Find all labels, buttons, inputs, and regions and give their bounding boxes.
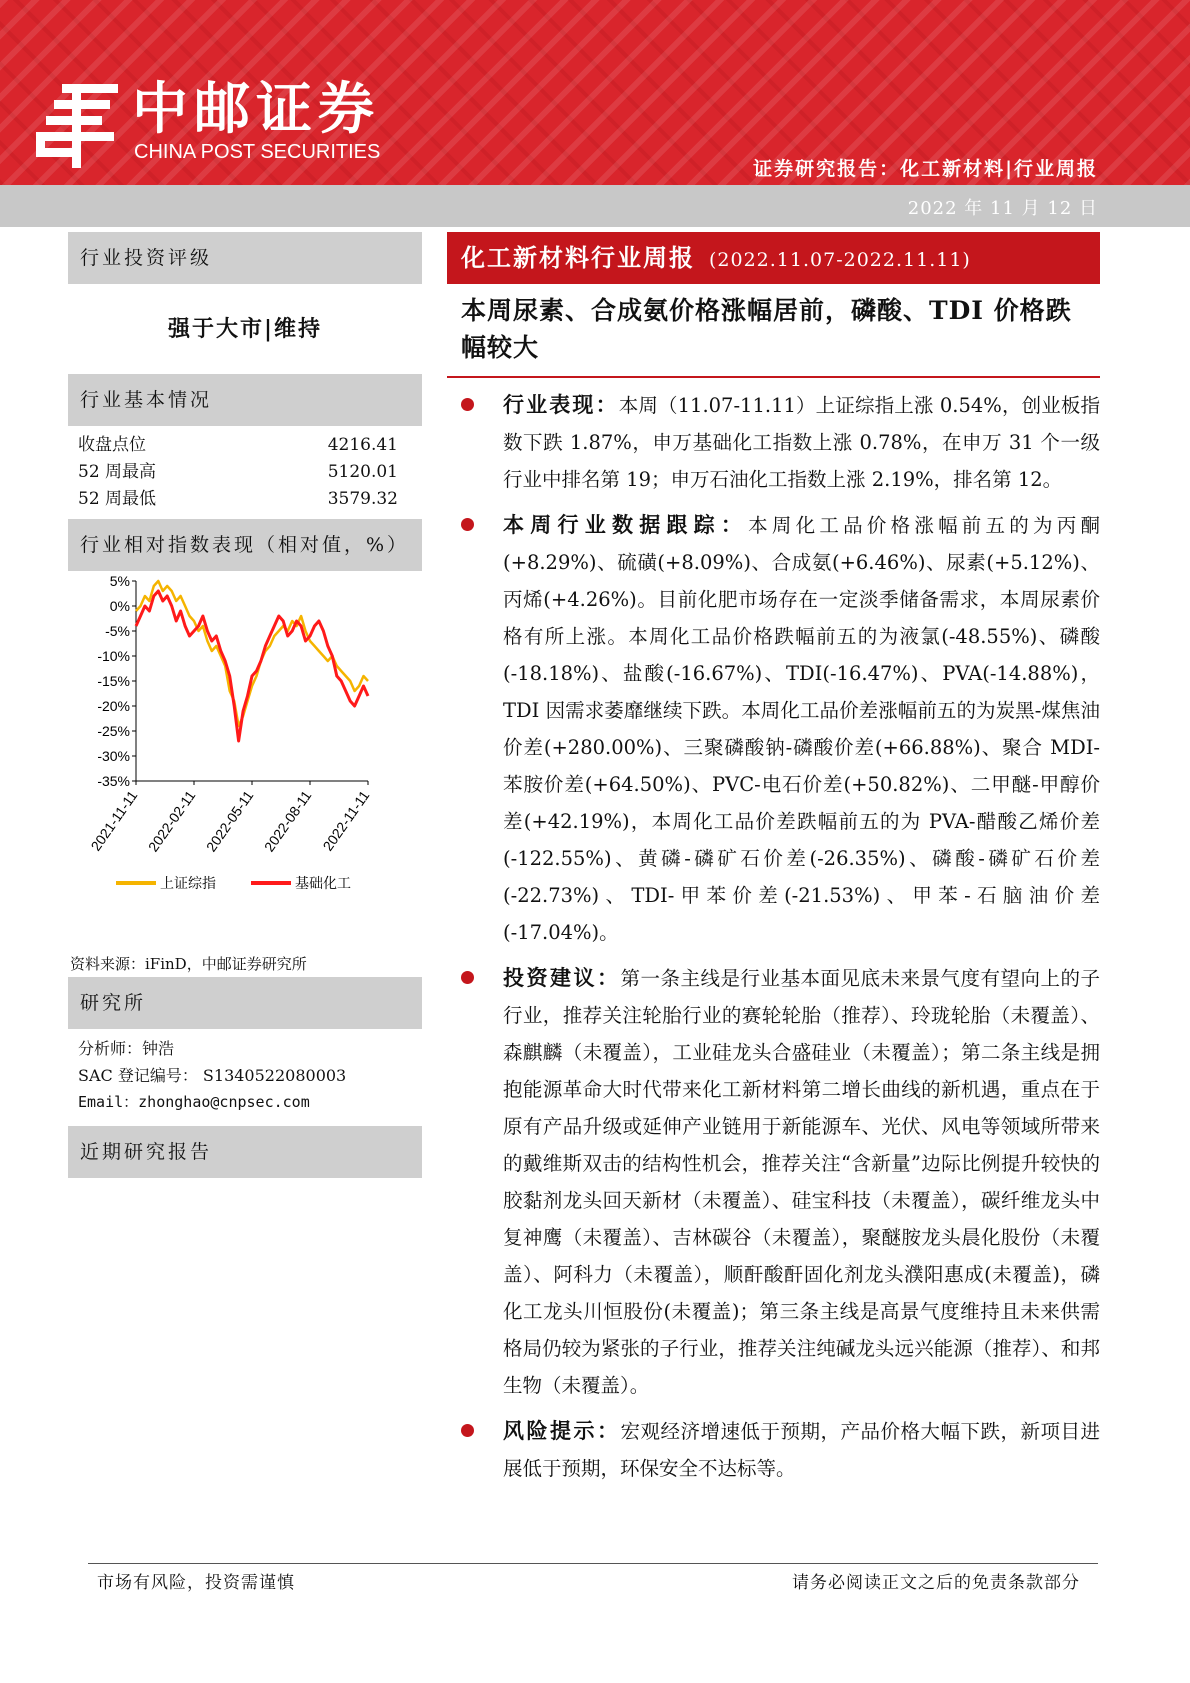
bullet-label: 风险提示： bbox=[503, 1418, 621, 1443]
rating-heading: 行业投资评级 bbox=[68, 232, 422, 284]
analyst-name: 分析师：钟浩 bbox=[78, 1039, 175, 1058]
report-title: 化工新材料行业周报 bbox=[461, 243, 695, 272]
bullet-dot-icon bbox=[461, 518, 474, 531]
stat-row bbox=[68, 432, 422, 459]
stat-value: 5120.01 bbox=[327, 462, 398, 482]
bullet-dot-icon bbox=[461, 971, 474, 984]
y-tick-label: -35% bbox=[97, 773, 130, 789]
footer-disclaimer-note: 请务必阅读正文之后的免责条款部分 bbox=[792, 1573, 1080, 1593]
x-tick-label: 2022-08-11 bbox=[260, 787, 315, 855]
china-post-logo-icon bbox=[32, 80, 122, 170]
series-line-chemical bbox=[136, 591, 368, 741]
stats-table bbox=[68, 426, 422, 519]
bullet-risk bbox=[447, 1412, 1100, 1487]
basics-heading: 行业基本情况 bbox=[68, 374, 422, 426]
report-date: 2022 年 11 月 12 日 bbox=[907, 198, 1098, 219]
footer-risk-note: 市场有风险，投资需谨慎 bbox=[97, 1573, 295, 1593]
chart-heading: 行业相对指数表现（相对值，%） bbox=[68, 519, 422, 571]
y-tick-label: 5% bbox=[109, 573, 130, 589]
y-tick-label: -30% bbox=[97, 748, 130, 764]
bullet-text: 本周（11.07-11.11）上证综指上涨 0.54%，创业板指数下跌 1.87%，申万基础化工指数上涨 0.78%，在申万 31 个一级行业中排名第 19；申万石油化工指数上涨 2.19%，排名第 12。 bbox=[503, 394, 1101, 491]
brand-name-cn: 中邮证券 bbox=[132, 77, 380, 142]
legend-label: 上证综指 bbox=[160, 876, 216, 892]
footer-divider bbox=[88, 1563, 1098, 1564]
institute-heading: 研究所 bbox=[68, 977, 422, 1029]
analyst-email[interactable]: Email：zhonghao@cnpsec.com bbox=[78, 1093, 310, 1111]
bullet-dot-icon bbox=[461, 1424, 474, 1437]
rating-value: 强于大市|维持 bbox=[167, 316, 322, 342]
index-chart bbox=[68, 571, 422, 951]
stat-value: 4216.41 bbox=[327, 435, 398, 455]
stat-row bbox=[68, 486, 422, 513]
brand-name-en: CHINA POST SECURITIES bbox=[134, 141, 381, 163]
bullet-label: 投资建议： bbox=[503, 965, 621, 990]
bullet-text: 本周化工品价格涨幅前五的为丙酮(+8.29%)、硫磺(+8.09%)、合成氨(+6.46%)、尿素(+5.12%)、丙烯(+4.26%)。目前化肥市场存在一定淡季储备需求，本周尿素价格有所上涨。本周化工品价格跌幅前五的为液氯(-48.55%)、磷酸(-18.18%)、盐酸(-16.67%)、TDI(-16.47%)、PVA(-14.88%)，TDI 因需求萎靡继续下跌。本周化工品价差涨幅前五的为炭黑-煤焦油价差(+280.00%)、三聚磷酸钠-磷酸价差(+66.88%)、聚合 MDI-苯胺价差(+64.50%)、PVC-电石价差(+50.82%)、二甲醚-甲醇价差(+42.19%)，本周化工品价差跌幅前五的为 PVA-醋酸乙烯价差(-122.55%)、黄磷-磷矿石价差(-26.35%)、磷酸-磷矿石价差(-22.73%)、TDI-甲苯价差(-21.53%)、甲苯-石脑油价差(-17.04%)。 bbox=[503, 514, 1100, 944]
y-tick-label: -15% bbox=[97, 673, 130, 689]
recent-reports-heading: 近期研究报告 bbox=[68, 1126, 422, 1178]
analyst-info bbox=[68, 1029, 422, 1126]
report-title-bar bbox=[447, 232, 1100, 284]
y-tick-label: 0% bbox=[109, 598, 130, 614]
bullet-dot-icon bbox=[461, 398, 474, 411]
stat-label: 收盘点位 bbox=[78, 435, 146, 455]
y-tick-label: -5% bbox=[105, 623, 130, 639]
bullet-text: 宏观经济增速低于预期，产品价格大幅下跌，新项目进展低于预期，环保安全不达标等。 bbox=[503, 1420, 1100, 1480]
x-tick-label: 2022-05-11 bbox=[202, 787, 257, 855]
bullet-performance bbox=[447, 386, 1100, 498]
stat-value: 3579.32 bbox=[327, 489, 398, 509]
bullet-label: 本周行业数据跟踪： bbox=[503, 512, 749, 537]
chart-source: 资料来源：iFinD，中邮证券研究所 bbox=[70, 955, 307, 973]
header-banner bbox=[0, 0, 1190, 185]
y-tick-label: -25% bbox=[97, 723, 130, 739]
index-chart-svg bbox=[68, 571, 422, 951]
y-tick-label: -10% bbox=[97, 648, 130, 664]
report-period: (2022.11.07-2022.11.11) bbox=[709, 249, 971, 271]
bullet-investment-advice bbox=[447, 959, 1100, 1404]
stat-row bbox=[68, 459, 422, 486]
bullet-text: 第一条主线是行业基本面见底未来景气度有望向上的子行业，推荐关注轮胎行业的赛轮轮胎（推荐）、玲珑轮胎（未覆盖）、森麒麟（未覆盖），工业硅龙头合盛硅业（未覆盖）；第二条主线是拥抱能源革命大时代带来化工新材料第二增长曲线的新机遇，重点在于原有产品升级或延伸产业链用于新能源车、光伏、风电等领域所带来的戴维斯双击的结构性机会，推荐关注“含新量”边际比例提升较快的胶黏剂龙头回天新材（未覆盖）、硅宝科技（未覆盖），碳纤维龙头中复神鹰（未覆盖）、吉林碳谷（未覆盖），聚醚胺龙头晨化股份（未覆盖）、阿科力（未覆盖），顺酐酸酐固化剂龙头濮阳惠成(未覆盖)，磷化工龙头川恒股份(未覆盖)；第三条主线是高景气度维持且未来供需格局仍较为紧张的子行业，推荐关注纯碱龙头远兴能源（推荐）、和邦生物（未覆盖）。 bbox=[503, 967, 1100, 1397]
legend-label: 基础化工 bbox=[295, 876, 351, 892]
sidebar bbox=[68, 232, 422, 1178]
headline: 本周尿素、合成氨价格涨幅居前，磷酸、TDI 价格跌幅较大 bbox=[461, 296, 1072, 362]
x-tick-label: 2022-02-11 bbox=[144, 787, 199, 855]
bullet-data-tracking bbox=[447, 506, 1100, 951]
headline-rule bbox=[447, 376, 1100, 378]
report-type: 证券研究报告：化工新材料|行业周报 bbox=[753, 158, 1098, 180]
stat-label: 52 周最低 bbox=[78, 489, 157, 509]
stat-label: 52 周最高 bbox=[78, 462, 157, 482]
sac-number: SAC 登记编号： S1340522080003 bbox=[78, 1066, 347, 1085]
main-content bbox=[447, 232, 1100, 1487]
x-tick-label: 2021-11-11 bbox=[87, 787, 141, 854]
y-tick-label: -20% bbox=[97, 698, 130, 714]
bullet-label: 行业表现： bbox=[503, 392, 619, 417]
x-tick-label: 2022-11-11 bbox=[319, 787, 373, 854]
